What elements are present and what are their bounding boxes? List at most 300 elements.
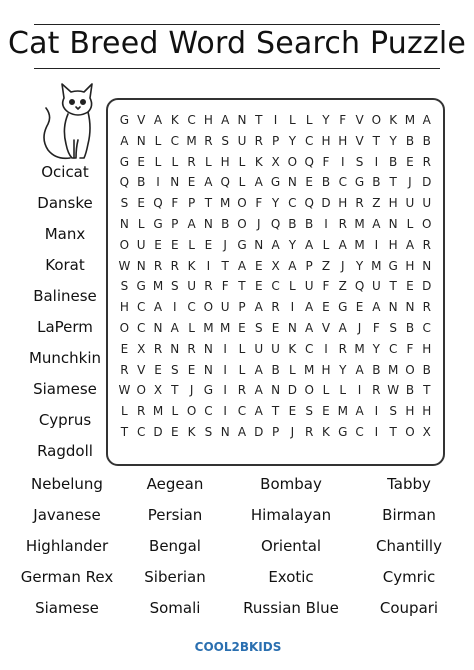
grid-letter[interactable]: G — [338, 424, 348, 439]
grid-letter[interactable]: I — [324, 216, 328, 231]
grid-letter[interactable]: S — [355, 154, 364, 169]
grid-letter[interactable]: H — [422, 404, 432, 419]
grid-letter[interactable]: T — [389, 424, 397, 439]
grid-letter[interactable]: Q — [119, 175, 130, 190]
grid-letter[interactable]: X — [271, 154, 280, 169]
grid-letter[interactable]: M — [203, 320, 214, 335]
grid-letter[interactable]: M — [303, 362, 315, 377]
grid-letter[interactable]: B — [405, 383, 415, 398]
grid-letter[interactable]: R — [422, 300, 431, 315]
grid-letter[interactable]: Q — [270, 216, 281, 231]
grid-letter[interactable]: E — [406, 154, 414, 169]
grid-letter[interactable]: E — [137, 154, 145, 169]
grid-letter[interactable]: H — [203, 113, 213, 127]
grid-letter[interactable]: I — [374, 154, 379, 169]
grid-letter[interactable]: C — [288, 196, 297, 211]
grid-letter[interactable]: R — [237, 383, 247, 398]
grid-letter[interactable]: E — [154, 362, 162, 377]
grid-letter[interactable]: Q — [153, 196, 163, 211]
grid-letter[interactable]: A — [372, 300, 381, 315]
grid-letter[interactable]: L — [322, 383, 330, 398]
grid-letter[interactable]: V — [321, 320, 331, 335]
grid-letter[interactable]: L — [238, 362, 246, 377]
grid-letter[interactable]: H — [405, 404, 415, 419]
grid-letter[interactable]: U — [136, 237, 146, 252]
grid-letter[interactable]: B — [271, 362, 280, 377]
grid-letter[interactable]: M — [220, 320, 231, 335]
grid-letter[interactable]: I — [173, 300, 177, 315]
grid-letter[interactable]: O — [203, 300, 214, 315]
grid-letter[interactable]: N — [153, 320, 163, 335]
grid-letter[interactable]: Y — [271, 196, 280, 211]
grid-letter[interactable]: L — [121, 404, 128, 419]
grid-letter[interactable]: B — [288, 216, 297, 231]
grid-letter[interactable]: N — [405, 300, 415, 315]
grid-letter[interactable]: N — [136, 133, 146, 148]
grid-letter[interactable]: A — [405, 237, 415, 252]
grid-letter[interactable]: M — [186, 133, 197, 148]
grid-letter[interactable]: R — [254, 133, 263, 148]
grid-letter[interactable]: K — [254, 154, 263, 169]
grid-letter[interactable]: U — [220, 300, 230, 315]
grid-letter[interactable]: R — [137, 404, 146, 419]
grid-letter[interactable]: N — [119, 216, 129, 231]
grid-letter[interactable]: E — [322, 404, 330, 419]
grid-letter[interactable]: S — [221, 133, 229, 148]
grid-letter[interactable]: U — [187, 279, 196, 294]
grid-letter[interactable]: I — [223, 362, 227, 377]
grid-letter[interactable]: X — [137, 341, 146, 356]
grid-letter[interactable]: F — [322, 154, 330, 169]
grid-letter[interactable]: G — [119, 113, 130, 127]
grid-letter[interactable]: M — [220, 196, 231, 211]
grid-letter[interactable]: T — [372, 133, 381, 148]
grid-letter[interactable]: S — [170, 279, 179, 294]
grid-letter[interactable]: N — [170, 341, 180, 356]
grid-letter[interactable]: O — [304, 383, 314, 398]
grid-letter[interactable]: S — [389, 320, 397, 335]
grid-letter[interactable]: L — [322, 237, 330, 252]
grid-letter[interactable]: I — [374, 404, 379, 419]
grid-letter[interactable]: U — [405, 196, 415, 211]
grid-letter[interactable]: A — [305, 300, 314, 315]
grid-letter[interactable]: A — [372, 216, 381, 231]
grid-letter[interactable]: L — [305, 113, 313, 127]
grid-letter[interactable]: C — [137, 300, 146, 315]
grid-letter[interactable]: T — [389, 279, 397, 294]
grid-letter[interactable]: I — [156, 175, 160, 190]
grid-letter[interactable]: R — [153, 341, 163, 356]
grid-letter[interactable]: O — [405, 362, 415, 377]
grid-letter[interactable]: I — [223, 383, 227, 398]
grid-letter[interactable]: P — [305, 258, 313, 273]
grid-letter[interactable]: R — [187, 341, 196, 356]
grid-letter[interactable]: R — [338, 341, 347, 356]
grid-letter[interactable]: T — [255, 113, 263, 127]
grid-letter[interactable]: A — [221, 113, 230, 127]
grid-letter[interactable]: L — [238, 341, 246, 356]
grid-letter[interactable]: C — [187, 300, 196, 315]
grid-letter[interactable]: H — [338, 133, 348, 148]
grid-letter[interactable]: O — [371, 113, 382, 127]
grid-letter[interactable]: R — [204, 279, 213, 294]
grid-letter[interactable]: L — [188, 237, 195, 252]
grid-letter[interactable]: L — [154, 154, 162, 169]
grid-letter[interactable]: E — [355, 300, 364, 315]
grid-letter[interactable]: Z — [321, 258, 331, 273]
grid-letter[interactable]: L — [154, 133, 162, 148]
grid-letter[interactable]: N — [220, 424, 230, 439]
grid-letter[interactable]: A — [254, 383, 263, 398]
grid-letter[interactable]: N — [388, 300, 398, 315]
grid-letter[interactable]: A — [305, 237, 314, 252]
grid-letter[interactable]: E — [187, 175, 196, 190]
grid-letter[interactable]: F — [406, 341, 414, 356]
grid-letter[interactable]: S — [305, 404, 313, 419]
grid-letter[interactable]: Y — [355, 258, 364, 273]
grid-letter[interactable]: L — [171, 404, 179, 419]
grid-letter[interactable]: M — [371, 258, 382, 273]
grid-letter[interactable]: J — [290, 424, 295, 439]
grid-letter[interactable]: E — [170, 237, 179, 252]
grid-letter[interactable]: A — [271, 237, 280, 252]
grid-letter[interactable]: X — [271, 258, 280, 273]
grid-letter[interactable]: U — [254, 341, 264, 356]
grid-letter[interactable]: K — [187, 424, 196, 439]
grid-letter[interactable]: D — [287, 383, 297, 398]
grid-letter[interactable]: Y — [372, 341, 381, 356]
grid-letter[interactable]: J — [189, 383, 194, 398]
grid-letter[interactable]: L — [238, 175, 246, 190]
grid-letter[interactable]: O — [136, 383, 146, 398]
grid-letter[interactable]: J — [340, 258, 345, 273]
grid-letter[interactable]: B — [422, 362, 431, 377]
grid-letter[interactable]: M — [404, 113, 416, 127]
grid-letter[interactable]: N — [287, 175, 297, 190]
grid-letter[interactable]: G — [203, 383, 214, 398]
grid-letter[interactable]: E — [204, 237, 213, 252]
grid-letter[interactable]: K — [170, 113, 179, 127]
grid-letter[interactable]: A — [187, 216, 196, 231]
grid-letter[interactable]: R — [187, 154, 196, 169]
grid-letter[interactable]: L — [205, 154, 212, 169]
grid-letter[interactable]: B — [422, 133, 431, 148]
grid-letter[interactable]: J — [357, 320, 362, 335]
grid-letter[interactable]: Y — [339, 362, 347, 377]
grid-letter[interactable]: G — [338, 300, 348, 315]
grid-letter[interactable]: E — [170, 424, 179, 439]
grid-letter[interactable]: J — [408, 175, 412, 190]
grid-letter[interactable]: N — [388, 216, 398, 231]
grid-letter[interactable]: R — [271, 300, 280, 315]
grid-letter[interactable]: S — [120, 196, 129, 211]
grid-letter[interactable]: L — [238, 154, 246, 169]
grid-letter[interactable]: T — [204, 196, 213, 211]
grid-letter[interactable]: O — [422, 216, 432, 231]
grid-letter[interactable]: H — [119, 300, 129, 315]
grid-letter[interactable]: X — [153, 383, 163, 398]
grid-letter[interactable]: O — [186, 404, 197, 419]
grid-letter[interactable]: N — [136, 258, 146, 273]
grid-letter[interactable]: A — [120, 133, 129, 148]
grid-letter[interactable]: S — [254, 320, 263, 335]
grid-letter[interactable]: L — [171, 154, 179, 169]
grid-letter[interactable]: V — [137, 362, 146, 377]
grid-letter[interactable]: T — [389, 175, 397, 190]
grid-letter[interactable]: C — [338, 175, 347, 190]
grid-letter[interactable]: E — [137, 196, 145, 211]
grid-letter[interactable]: N — [203, 341, 213, 356]
grid-letter[interactable]: A — [422, 113, 431, 127]
grid-letter[interactable]: H — [338, 196, 348, 211]
grid-letter[interactable]: N — [422, 258, 432, 273]
grid-letter[interactable]: A — [153, 113, 163, 127]
grid-letter[interactable]: R — [372, 383, 381, 398]
grid-letter[interactable]: G — [136, 279, 146, 294]
grid-letter[interactable]: C — [137, 424, 146, 439]
grid-letter[interactable]: C — [237, 404, 247, 419]
grid-letter[interactable]: T — [120, 424, 129, 439]
grid-letter[interactable]: B — [221, 216, 230, 231]
grid-letter[interactable]: A — [355, 404, 364, 419]
grid-letter[interactable]: M — [354, 341, 365, 356]
grid-letter[interactable]: K — [389, 113, 398, 127]
grid-letter[interactable]: E — [254, 279, 263, 294]
grid-letter[interactable]: A — [338, 320, 347, 335]
grid-letter[interactable]: O — [237, 196, 247, 211]
grid-letter[interactable]: P — [238, 300, 246, 315]
grid-letter[interactable]: G — [153, 216, 163, 231]
grid-letter[interactable]: A — [237, 258, 247, 273]
grid-letter[interactable]: E — [254, 258, 263, 273]
grid-letter[interactable]: R — [170, 258, 179, 273]
grid-letter[interactable]: I — [290, 300, 295, 315]
grid-letter[interactable]: B — [137, 175, 146, 190]
grid-letter[interactable]: A — [338, 237, 347, 252]
grid-letter[interactable]: I — [324, 341, 328, 356]
grid-letter[interactable]: T — [271, 404, 280, 419]
grid-letter[interactable]: A — [355, 362, 364, 377]
grid-letter[interactable]: U — [371, 279, 381, 294]
grid-letter[interactable]: A — [254, 300, 263, 315]
grid-letter[interactable]: F — [339, 113, 347, 127]
grid-letter[interactable]: L — [137, 216, 145, 231]
grid-letter[interactable]: E — [120, 341, 129, 356]
grid-letter[interactable]: C — [137, 320, 146, 335]
grid-letter[interactable]: D — [422, 175, 432, 190]
grid-letter[interactable]: N — [203, 362, 213, 377]
grid-letter[interactable]: E — [288, 404, 297, 419]
grid-letter[interactable]: C — [170, 133, 179, 148]
grid-letter[interactable]: N — [170, 175, 180, 190]
grid-letter[interactable]: E — [305, 175, 313, 190]
grid-letter[interactable]: S — [389, 404, 397, 419]
grid-letter[interactable]: E — [322, 300, 330, 315]
grid-letter[interactable]: E — [406, 279, 414, 294]
grid-letter[interactable]: I — [206, 258, 211, 273]
grid-letter[interactable]: Z — [338, 279, 347, 294]
grid-letter[interactable]: B — [389, 154, 398, 169]
grid-letter[interactable]: H — [321, 362, 331, 377]
grid-letter[interactable]: H — [405, 258, 415, 273]
grid-letter[interactable]: I — [357, 383, 362, 398]
grid-letter[interactable]: L — [188, 320, 195, 335]
grid-letter[interactable]: E — [238, 320, 246, 335]
grid-letter[interactable]: E — [187, 362, 196, 377]
grid-letter[interactable]: W — [118, 258, 131, 273]
grid-letter[interactable]: C — [304, 341, 314, 356]
grid-letter[interactable]: T — [423, 383, 431, 398]
grid-letter[interactable]: S — [120, 279, 129, 294]
grid-letter[interactable]: L — [406, 216, 414, 231]
grid-letter[interactable]: H — [422, 341, 432, 356]
grid-letter[interactable]: M — [152, 279, 164, 294]
grid-letter[interactable]: V — [137, 113, 146, 127]
grid-letter[interactable]: Q — [304, 196, 314, 211]
grid-letter[interactable]: B — [405, 133, 415, 148]
grid-letter[interactable]: R — [153, 258, 163, 273]
grid-letter[interactable]: A — [254, 404, 263, 419]
grid-letter[interactable]: R — [422, 154, 431, 169]
grid-letter[interactable]: W — [118, 383, 131, 398]
grid-letter[interactable]: H — [321, 133, 331, 148]
grid-letter[interactable]: G — [237, 237, 247, 252]
grid-letter[interactable]: N — [237, 113, 247, 127]
grid-letter[interactable]: L — [289, 279, 296, 294]
grid-letter[interactable]: X — [422, 424, 431, 439]
grid-letter[interactable]: R — [422, 237, 431, 252]
grid-letter[interactable]: M — [152, 404, 164, 419]
grid-letter[interactable]: O — [405, 424, 415, 439]
grid-letter[interactable]: R — [338, 216, 347, 231]
grid-letter[interactable]: B — [305, 216, 314, 231]
grid-letter[interactable]: L — [339, 383, 347, 398]
grid-letter[interactable]: N — [254, 237, 264, 252]
grid-letter[interactable]: O — [237, 216, 247, 231]
grid-letter[interactable]: B — [372, 175, 381, 190]
grid-letter[interactable]: N — [287, 320, 297, 335]
grid-letter[interactable]: F — [322, 279, 330, 294]
grid-letter[interactable]: R — [120, 362, 129, 377]
grid-letter[interactable]: H — [388, 196, 398, 211]
grid-letter[interactable]: I — [374, 237, 379, 252]
grid-letter[interactable]: E — [271, 320, 280, 335]
grid-letter[interactable]: C — [187, 113, 196, 127]
grid-letter[interactable]: V — [355, 133, 364, 148]
grid-letter[interactable]: A — [170, 320, 179, 335]
grid-letter[interactable]: Y — [288, 237, 297, 252]
grid-letter[interactable]: M — [387, 362, 399, 377]
grid-letter[interactable]: F — [255, 196, 263, 211]
grid-letter[interactable]: O — [119, 320, 130, 335]
grid-letter[interactable]: C — [355, 424, 364, 439]
grid-letter[interactable]: Y — [288, 133, 297, 148]
grid-letter[interactable]: T — [171, 383, 179, 398]
grid-letter[interactable]: A — [204, 175, 213, 190]
grid-letter[interactable]: S — [204, 424, 213, 439]
grid-letter[interactable]: D — [422, 279, 432, 294]
grid-letter[interactable]: A — [288, 258, 297, 273]
grid-letter[interactable]: N — [203, 216, 213, 231]
grid-letter[interactable]: Z — [372, 196, 381, 211]
grid-letter[interactable]: R — [355, 196, 364, 211]
grid-letter[interactable]: I — [340, 154, 345, 169]
grid-letter[interactable]: S — [170, 362, 179, 377]
grid-letter[interactable]: U — [237, 133, 247, 148]
grid-letter[interactable]: R — [204, 133, 213, 148]
grid-letter[interactable]: P — [271, 424, 280, 439]
grid-letter[interactable]: L — [289, 113, 296, 127]
grid-letter[interactable]: U — [422, 196, 432, 211]
grid-letter[interactable]: N — [271, 383, 281, 398]
grid-letter[interactable]: B — [372, 362, 381, 377]
grid-letter[interactable]: A — [153, 300, 163, 315]
grid-letter[interactable]: H — [220, 154, 230, 169]
grid-letter[interactable]: H — [388, 237, 398, 252]
grid-letter[interactable]: Y — [389, 133, 397, 148]
grid-letter[interactable]: A — [237, 424, 247, 439]
grid-letter[interactable]: C — [271, 279, 280, 294]
grid-letter[interactable]: E — [154, 237, 162, 252]
grid-letter[interactable]: A — [305, 320, 314, 335]
grid-letter[interactable]: U — [304, 279, 314, 294]
grid-letter[interactable]: G — [119, 154, 130, 169]
grid-letter[interactable]: G — [354, 175, 365, 190]
grid-letter[interactable]: D — [153, 424, 163, 439]
grid-letter[interactable]: W — [387, 383, 400, 398]
grid-letter[interactable]: K — [187, 258, 196, 273]
grid-letter[interactable]: J — [257, 216, 261, 231]
grid-letter[interactable]: I — [223, 341, 227, 356]
grid-letter[interactable]: D — [254, 424, 264, 439]
grid-letter[interactable]: A — [254, 362, 263, 377]
grid-letter[interactable]: C — [304, 133, 314, 148]
grid-letter[interactable]: M — [354, 237, 365, 252]
grid-letter[interactable]: F — [221, 279, 229, 294]
grid-letter[interactable]: M — [337, 404, 348, 419]
grid-letter[interactable]: F — [171, 196, 179, 211]
grid-letter[interactable]: Y — [322, 113, 330, 127]
grid-letter[interactable]: O — [287, 154, 298, 169]
grid-letter[interactable]: B — [405, 320, 415, 335]
grid-letter[interactable]: J — [223, 237, 227, 252]
grid-letter[interactable]: I — [273, 113, 278, 127]
grid-letter[interactable]: P — [271, 133, 280, 148]
grid-letter[interactable]: I — [374, 424, 379, 439]
grid-letter[interactable]: K — [288, 341, 297, 356]
grid-letter[interactable]: F — [372, 320, 380, 335]
grid-letter[interactable]: M — [354, 216, 365, 231]
grid-letter[interactable]: C — [422, 320, 431, 335]
grid-letter[interactable]: T — [221, 258, 229, 273]
grid-letter[interactable]: K — [322, 424, 330, 439]
grid-letter[interactable]: Q — [220, 175, 230, 190]
grid-letter[interactable]: C — [204, 404, 213, 419]
grid-letter[interactable]: P — [171, 216, 179, 231]
grid-letter[interactable]: I — [223, 404, 227, 419]
grid-letter[interactable]: O — [119, 237, 130, 252]
grid-letter[interactable]: V — [355, 113, 364, 127]
grid-letter[interactable]: A — [254, 175, 263, 190]
grid-letter[interactable]: Q — [354, 279, 365, 294]
grid-letter[interactable]: U — [271, 341, 280, 356]
grid-letter[interactable]: B — [321, 175, 331, 190]
grid-letter[interactable]: D — [321, 196, 331, 211]
grid-letter[interactable]: G — [388, 258, 398, 273]
grid-letter[interactable]: Q — [304, 154, 314, 169]
grid-letter[interactable]: L — [289, 362, 296, 377]
grid-letter[interactable]: P — [187, 196, 196, 211]
